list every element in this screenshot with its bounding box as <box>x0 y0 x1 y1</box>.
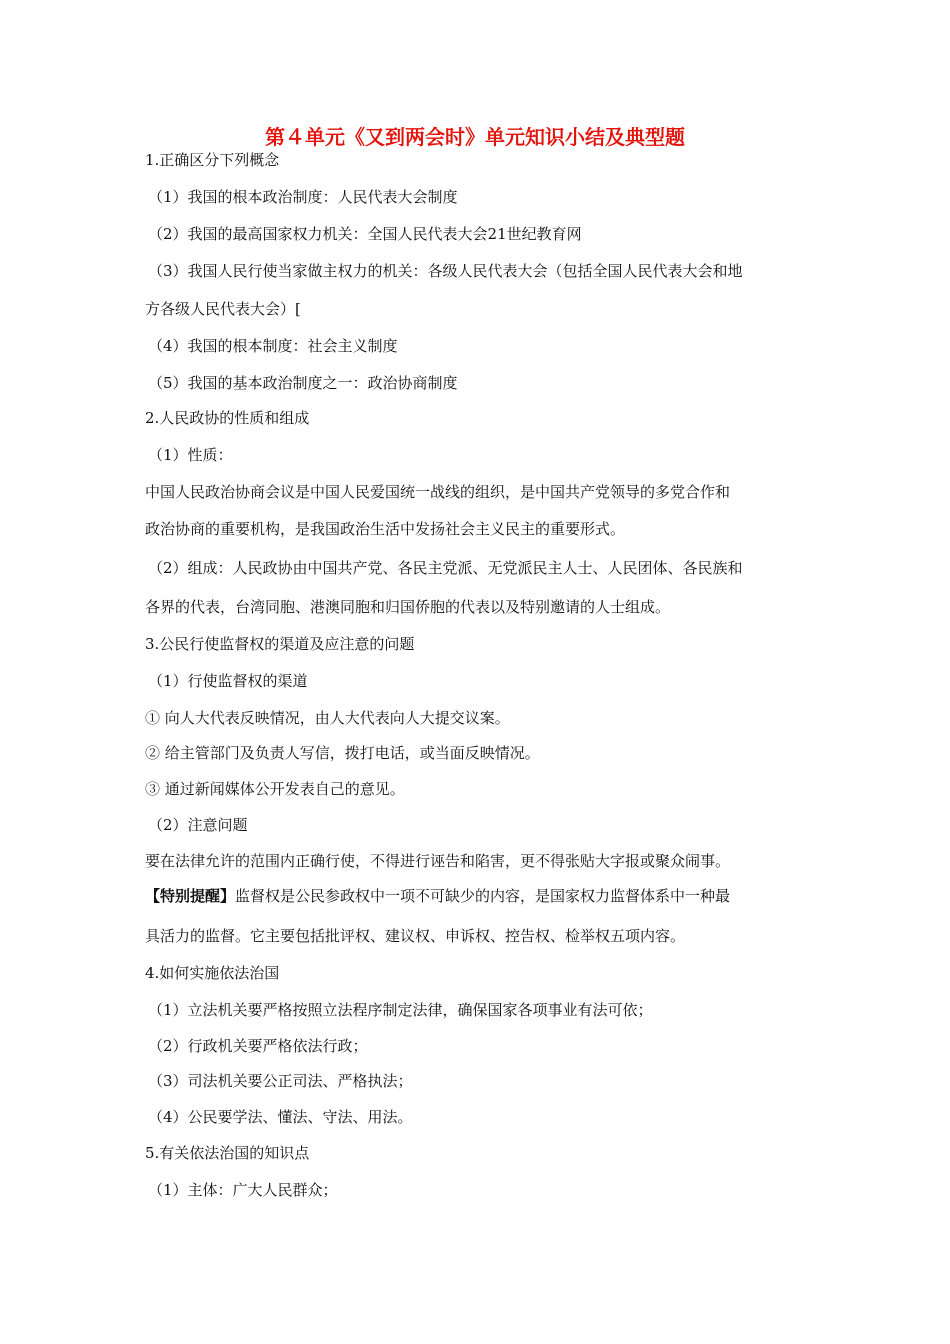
paragraph-line: 具活力的监督。它主要包括批评权、建议权、申诉权、控告权、检举权五项内容。 <box>145 927 686 945</box>
paragraph-line: （1）立法机关要严格按照立法程序制定法律，确保国家各项事业有法可依； <box>148 1001 653 1019</box>
document-title: 第４单元《又到两会时》单元知识小结及典型题 <box>265 125 685 149</box>
paragraph-line: （2）我国的最高国家权力机关：全国人民代表大会21世纪教育网 <box>148 225 582 243</box>
paragraph-line: 方各级人民代表大会）[ <box>145 300 301 318</box>
paragraph-line: （2）行政机关要严格依法行政； <box>148 1037 368 1055</box>
list-item: ② 给主管部门及负责人写信，拨打电话，或当面反映情况。 <box>145 744 540 762</box>
paragraph-line: （1）行使监督权的渠道 <box>148 672 308 690</box>
paragraph-line: （3）司法机关要公正司法、严格执法； <box>148 1072 413 1090</box>
paragraph-line: 要在法律允许的范围内正确行使，不得进行诬告和陷害，更不得张贴大字报或聚众闹事。 <box>145 852 731 870</box>
paragraph-line: （3）我国人民行使当家做主权力的机关：各级人民代表大会（包括全国人民代表大会和地 <box>148 262 743 280</box>
section-heading-3: 3.公民行使监督权的渠道及应注意的问题 <box>145 635 415 653</box>
section-heading-1: 1.正确区分下列概念 <box>145 151 280 169</box>
list-item: ① 向人大代表反映情况，由人大代表向人大提交议案。 <box>145 709 510 727</box>
paragraph-line: 政治协商的重要机构，是我国政治生活中发扬社会主义民主的重要形式。 <box>145 520 626 538</box>
section-heading-2: 2.人民政协的性质和组成 <box>145 409 310 427</box>
reminder-line <box>145 886 730 906</box>
paragraph-line: （1）性质： <box>148 446 233 464</box>
section-heading-5: 5.有关依法治国的知识点 <box>145 1144 310 1162</box>
paragraph-line: （5）我国的基本政治制度之一：政治协商制度 <box>148 374 458 392</box>
list-item: ③ 通过新闻媒体公开发表自己的意见。 <box>145 780 405 798</box>
section-heading-4: 4.如何实施依法治国 <box>145 964 280 982</box>
paragraph-line: （4）公民要学法、懂法、守法、用法。 <box>148 1108 413 1126</box>
paragraph-line: 各界的代表，台湾同胞、港澳同胞和归国侨胞的代表以及特别邀请的人士组成。 <box>145 598 671 616</box>
paragraph-line: （1）主体：广大人民群众； <box>148 1181 338 1199</box>
paragraph-line: （1）我国的根本政治制度：人民代表大会制度 <box>148 188 458 206</box>
paragraph-line: （2）注意问题 <box>148 816 248 834</box>
reminder-label: 【特别提醒】 <box>145 887 236 905</box>
paragraph-line: （4）我国的根本制度：社会主义制度 <box>148 337 398 355</box>
reminder-text: 监督权是公民参政权中一项不可缺少的内容，是国家权力监督体系中一种最 <box>235 887 731 905</box>
paragraph-line: （2）组成：人民政协由中国共产党、各民主党派、无党派民主人士、人民团体、各民族和 <box>148 559 743 577</box>
paragraph-line: 中国人民政治协商会议是中国人民爱国统一战线的组织，是中国共产党领导的多党合作和 <box>145 483 731 501</box>
